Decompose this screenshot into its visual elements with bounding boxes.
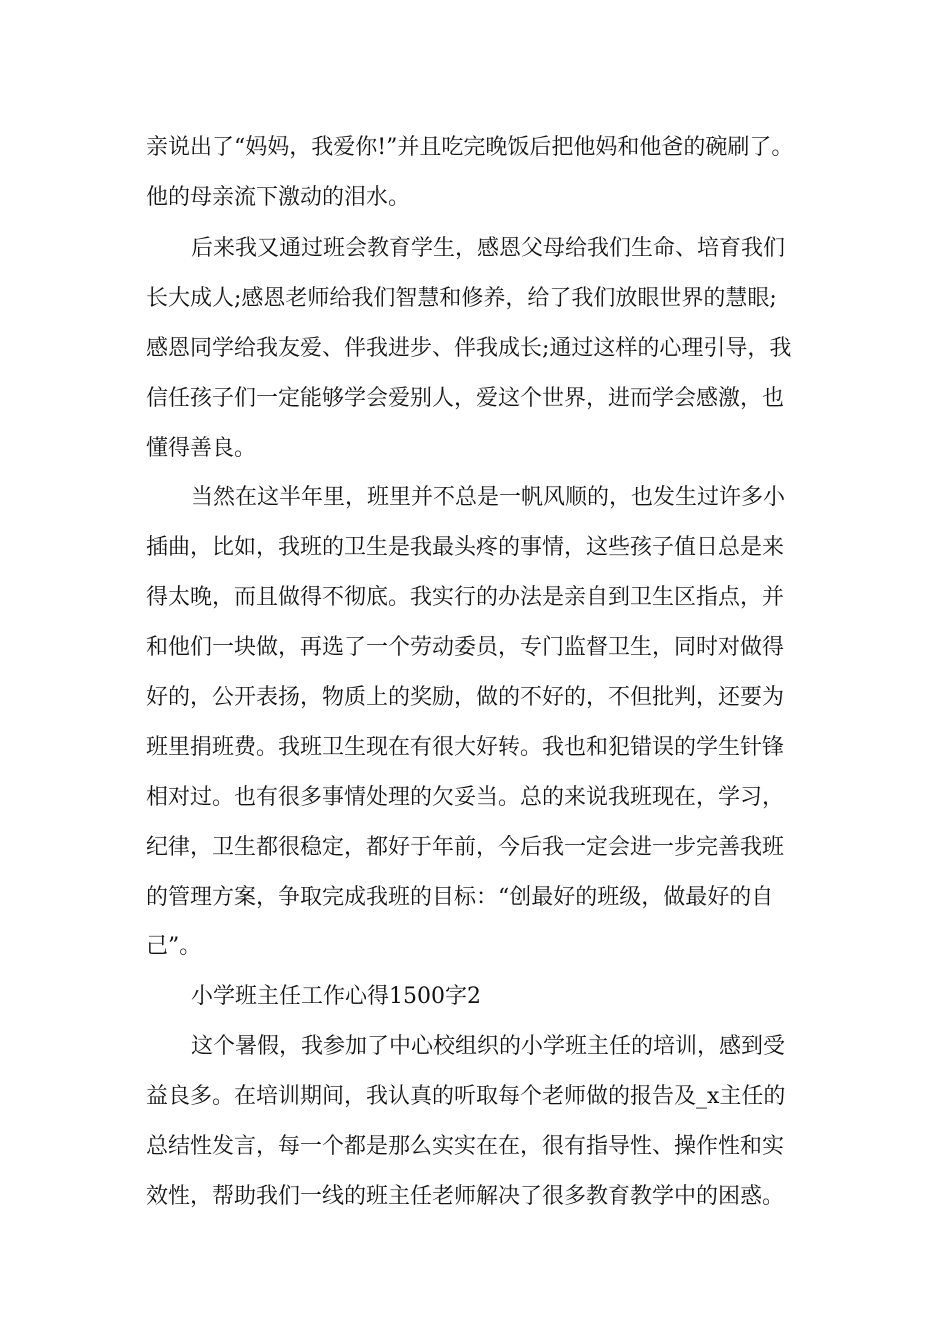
text-line-content: 他的母亲流下激动的泪水。 [146,185,411,210]
text-line [0,279,950,319]
text-line [0,329,950,369]
text-line-content: 插曲，比如，我班的卫生是我最头疼的事情，这些孩子值日总是来 [146,535,785,560]
text-line-content: 懂得善良。 [146,436,257,461]
text-line [0,379,950,419]
text-line [0,828,950,868]
text-line [0,1027,950,1067]
text-line [0,578,950,618]
text-line-content: 后来我又通过班会教育学生，感恩父母给我们生命、培育我们 [191,236,786,261]
text-line [0,178,950,218]
text-line-content: 益良多。在培训期间，我认真的听取每个老师做的报告及_x主任的 [146,1084,786,1109]
text-line [0,927,950,967]
text-line-content: 纪律，卫生都很稳定，都好于年前，今后我一定会进一步完善我班 [146,835,785,860]
text-line-content: 班里捐班费。我班卫生现在有很大好转。我也和犯错误的学生针锋 [146,735,785,760]
text-line [0,478,950,518]
section-heading-text: 小学班主任工作心得1500字2 [191,984,481,1009]
section-heading [0,977,950,1017]
text-line [0,778,950,818]
text-line [0,429,950,469]
text-line-content: 感恩同学给我友爱、伴我进步、伴我成长;通过这样的心理引导，我 [146,336,792,361]
text-line-content: 信任孩子们一定能够学会爱别人，爱这个世界，进而学会感激，也 [146,386,785,411]
text-line-content: 己”。 [146,934,202,959]
text-line-content: 效性，帮助我们一线的班主任老师解决了很多教育教学中的困惑。 [146,1184,785,1209]
text-line-content: 总结性发言，每一个都是那么实实在在，很有指导性、操作性和实 [146,1134,785,1159]
text-line-content: 当然在这半年里，班里并不总是一帆风顺的，也发生过许多小 [191,485,786,510]
text-line [0,1177,950,1217]
text-line [0,628,950,668]
text-line [0,678,950,718]
text-line-content: 的管理方案，争取完成我班的目标：“创最好的班级，做最好的自 [146,885,774,910]
text-line-content: 和他们一块做，再选了一个劳动委员，专门监督卫生，同时对做得 [146,635,785,660]
text-line [0,1077,950,1117]
text-line-content: 这个暑假，我参加了中心校组织的小学班主任的培训，感到受 [191,1034,786,1059]
text-line-content: 长大成人;感恩老师给我们智慧和修养，给了我们放眼世界的慧眼; [146,286,777,311]
text-line [0,229,950,269]
text-line-content: 相对过。也有很多事情处理的欠妥当。总的来说我班现在，学习， [146,785,785,810]
text-line [0,528,950,568]
text-line [0,1127,950,1167]
text-line [0,878,950,918]
text-line [0,128,950,168]
text-line-content: 得太晚，而且做得不彻底。我实行的办法是亲自到卫生区指点，并 [146,585,785,610]
text-line-content: 好的，公开表扬，物质上的奖励，做的不好的，不但批判，还要为 [146,685,785,710]
text-line [0,728,950,768]
text-line-content: 亲说出了“妈妈，我爱你!”并且吃完晚饭后把他妈和他爸的碗刷了。 [146,135,794,160]
